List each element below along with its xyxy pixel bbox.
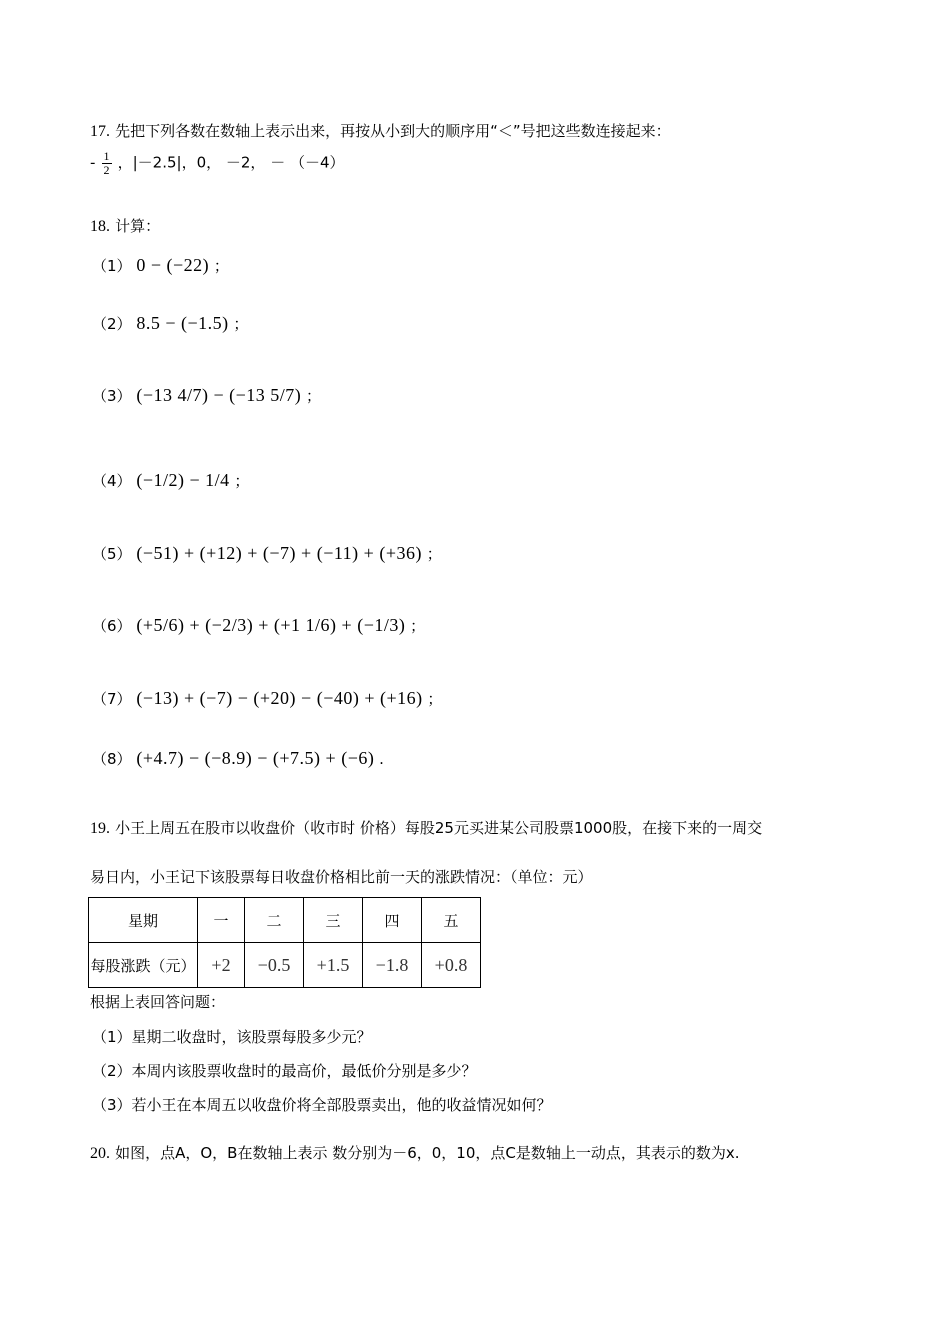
q18-part-6-label: （6）: [92, 617, 132, 635]
q20-text: 如图，点A，O，B在数轴上表示 数分别为－6，0，10，点C是数轴上一动点，其表示的数为x.: [115, 1144, 740, 1162]
q19-text-line2: 易日内，小王记下该股票每日收盘价格相比前一天的涨跌情况：（单位：元）: [90, 868, 593, 886]
table-header-cell: 五: [422, 898, 481, 943]
q18-part-1-expr: 0 − (−22): [136, 255, 210, 275]
q18-part-2-expr: 8.5 − (−1.5): [136, 313, 229, 333]
q18-part-5-end: ；: [426, 545, 442, 563]
q18-part-4: [92, 470, 249, 491]
table-cell: +2: [198, 943, 245, 988]
stock-change-table: [88, 897, 481, 988]
q18-line: [90, 215, 160, 236]
q17-text: 先把下列各数在数轴上表示出来，再按从小到大的顺序用“＜”号把这些数连接起来：: [115, 122, 671, 140]
table-header-cell: 二: [245, 898, 304, 943]
q18-part-4-expr: (−1/2) − 1/4: [136, 470, 230, 490]
table-row: [89, 943, 481, 988]
q19-question-3: （3）若小王在本周五以收盘价将全部股票卖出，他的收益情况如何？: [92, 1096, 552, 1114]
q19-line-1: [90, 817, 762, 838]
q18-part-7-end: ；: [427, 690, 443, 708]
q18-part-3-end: ；: [306, 387, 322, 405]
q19-text-line1: 小王上周五在股市以收盘价（收市时 价格）每股25元买进某公司股票1000股，在接下来的一周交: [115, 819, 763, 837]
table-cell: −0.5: [245, 943, 304, 988]
q18-part-4-end: ；: [234, 472, 250, 490]
q18-part-8: [92, 748, 384, 769]
table-header-cell: 四: [363, 898, 422, 943]
q18-text: 计算：: [115, 217, 161, 235]
q18-part-1-label: （1）: [92, 257, 132, 275]
q19-question-2: （2）本周内该股票收盘时的最高价，最低价分别是多少？: [92, 1062, 477, 1080]
q19-prompt: [90, 991, 225, 1012]
q19-question-1: （1）星期二收盘时，该股票每股多少元？: [92, 1028, 372, 1046]
q18-part-6: [92, 615, 425, 636]
q19-line-2: [90, 866, 593, 887]
table-header-row: [89, 898, 481, 943]
q17-line: [90, 120, 671, 141]
q18-part-3-expr: (−13 4/7) − (−13 5/7): [136, 385, 302, 405]
q18-part-2: [92, 313, 248, 334]
q18-part-8-expr: (+4.7) − (−8.9) − (+7.5) + (−6): [136, 748, 375, 768]
table-header-cell: 三: [304, 898, 363, 943]
table-cell: −1.8: [363, 943, 422, 988]
q20-number: 20.: [90, 1145, 110, 1162]
table-header-cell: 星期: [89, 898, 198, 943]
q18-part-2-end: ；: [233, 315, 249, 333]
table-header-cell: 一: [198, 898, 245, 943]
q18-part-5-label: （5）: [92, 545, 132, 563]
q18-part-8-end: .: [379, 750, 384, 768]
q19-prompt-text: 根据上表回答问题：: [90, 993, 226, 1011]
q20-line: [90, 1142, 740, 1163]
q18-part-6-expr: (+5/6) + (−2/3) + (+1 1/6) + (−1/3): [136, 615, 406, 635]
q18-part-4-label: （4）: [92, 472, 132, 490]
q17-number: 17.: [90, 123, 110, 140]
q18-part-7-label: （7）: [92, 690, 132, 708]
q18-part-2-label: （2）: [92, 315, 132, 333]
table-cell: +0.8: [422, 943, 481, 988]
q18-part-5-expr: (−51) + (+12) + (−7) + (−11) + (+36): [136, 543, 422, 563]
q18-part-5: [92, 543, 442, 564]
q19-number: 19.: [90, 820, 110, 837]
q18-part-3: [92, 385, 321, 406]
q17-neg-sign: -: [90, 153, 96, 172]
table-cell: +1.5: [304, 943, 363, 988]
q17-frac-denominator: 2: [103, 162, 110, 177]
q17-frac-numerator: 1: [103, 149, 110, 163]
q18-part-8-label: （8）: [92, 750, 132, 768]
q18-part-7: [92, 688, 442, 709]
q18-part-1-end: ；: [213, 257, 229, 275]
table-row-label: 每股涨跌（元）: [89, 943, 198, 988]
q18-number: 18.: [90, 218, 110, 235]
q17-fraction: [102, 150, 112, 176]
q18-part-1: [92, 255, 229, 276]
q17-items-rest: ，|－2.5|，0， －2， － （－4）: [117, 153, 345, 172]
q18-part-6-end: ；: [410, 617, 426, 635]
q18-part-3-label: （3）: [92, 387, 132, 405]
q18-part-7-expr: (−13) + (−7) − (+20) − (−40) + (+16): [136, 688, 423, 708]
q17-items: [90, 150, 345, 176]
